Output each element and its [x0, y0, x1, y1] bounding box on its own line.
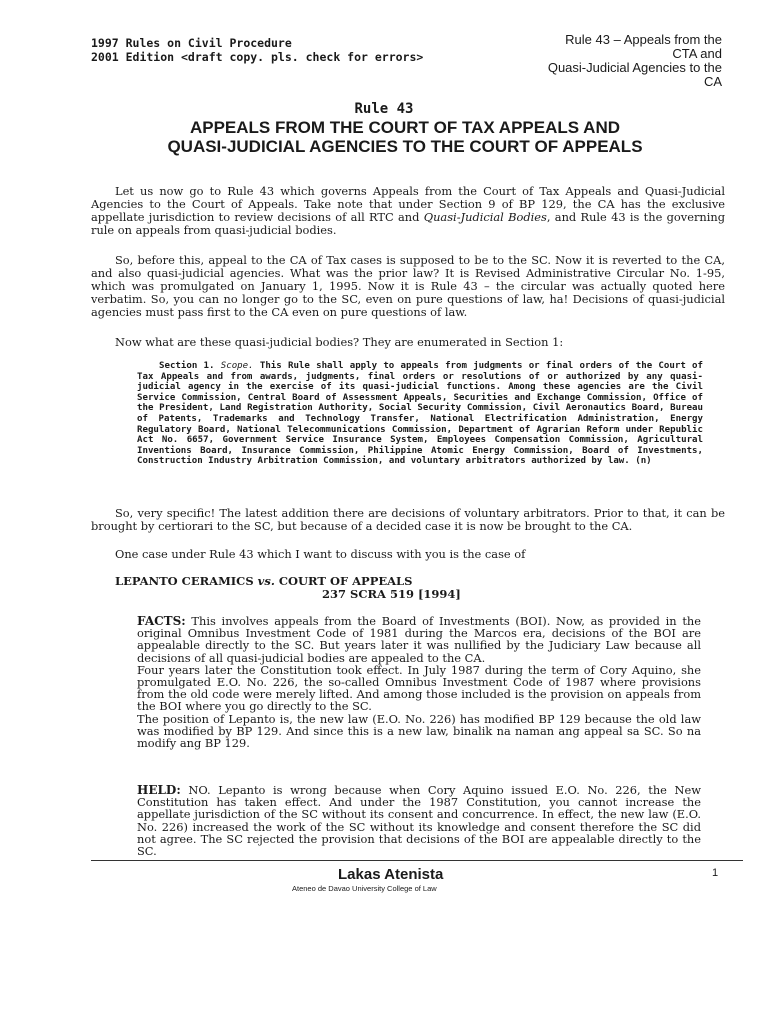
quote-text: This Rule shall apply to appeals from judgments or final orders of the Court of Tax Appeals and from awards, judgments, final orders or resolutions of or authorized by any quasi-judicial agency in the exercise of its quasi-judicial functions. Among these agencies are the Civil Service Commission, Central Board of Assessment Appeals, Securities and Exchange Commission, Office of the President, Land Registration Authority, Social Security Commission, Civil Aeronautics Board, Bureau of Patents, Trademarks and Technology Transfer, National Electrification Administration, Energy Regulatory Board, National Telecommunications Commission, Department of Agrarian Reform under Republic Act No. 6657, Government Service Insurance System, Employees Compensation Commission, Agricultural Inventions Board, Insurance Commission, Philippine Atomic Energy Commission, Board of Investments, Construction Industry Arbitration Commission, and voluntary arbitrators authorized by law. (n)	[137, 361, 703, 467]
footer-title: Lakas Atenista	[338, 866, 444, 883]
facts-para2: Four years later the Constitution took effect. In July 1987 during the term of Cory Aquino, she promulgated E.O. No. 226, the so-called Omnibus Investment Code of 1987 where provisions from the old code were merely lifted. And among those included is the provision on appeals from the BOI where you go directly to the SC.	[137, 662, 701, 714]
paragraph-enumeration: Now what are these quasi-judicial bodies? They are enumerated in Section 1:	[115, 335, 564, 349]
paragraph-intro	[91, 185, 725, 237]
header-right-line2: CTA and	[672, 46, 722, 61]
facts-label: FACTS:	[137, 614, 186, 628]
facts-para1	[137, 615, 701, 664]
header-left-line2: 2001 Edition <draft copy. pls. check for errors>	[91, 50, 424, 64]
para1-text-a: Let us now go to Rule 43 which governs Appeals from the Court of Tax Appeals and Quasi-Judicial Agencies to the Court of Appeals. Take note that under Section 9 of BP 129, the CA has the exclusive appellate jurisdiction to review decisions of all RTC and	[91, 184, 725, 225]
case-party2: COURT OF APPEALS	[274, 574, 413, 588]
facts-block	[137, 615, 701, 749]
paragraph-specific: So, very specific! The latest addition there are decisions of voluntary arbitrators. Prior to that, it can be brought by certiorari to the SC, but because of a decided case it is now be brought to the CA.	[91, 506, 725, 534]
header-right-line1: Rule 43 – Appeals from the	[565, 32, 722, 47]
rule-number: Rule 43	[354, 101, 414, 117]
para1-text-b: , and Rule 43 is the governing rule on appeals from quasi-judicial bodies.	[91, 210, 725, 238]
held-block	[137, 784, 701, 857]
case-title	[115, 574, 412, 588]
facts-text1: This involves appeals from the Board of Investments (BOI). Now, as provided in the original Omnibus Investment Code of 1981 during the Marcos era, decisions of the BOI are appealable directly to the SC. But years later it was nullified by the Judiciary Law because all decisions of all quasi-judicial bodies are appealed to the CA.	[137, 614, 701, 665]
quoted-section	[137, 361, 703, 467]
footer-divider	[91, 860, 743, 861]
title-line1: APPEALS FROM THE COURT OF TAX APPEALS AND	[189, 118, 621, 137]
title-line2: QUASI-JUDICIAL AGENCIES TO THE COURT OF APPEALS	[167, 137, 643, 156]
quote-scope-label: Scope.	[220, 361, 254, 371]
header-left-line1: 1997 Rules on Civil Procedure	[91, 36, 292, 50]
paragraph-prior-law: So, before this, appeal to the CA of Tax cases is supposed to be to the SC. Now it is reverted to the CA, and also quasi-judicial agencies. What was the prior law? It is Revised Administrative Circular No. 1-95, which was promulgated on January 1, 1995. Now it is Rule 43 – the circular was actually quoted here verbatim. So, you can no longer go to the SC, even on pure questions of law, ha! Decisions of quasi-judicial agencies must pass first to the CA even on pure questions of law.	[91, 253, 725, 320]
quote-section-label: Section 1.	[159, 361, 215, 371]
page-number: 1	[712, 867, 719, 879]
running-header-right	[492, 33, 722, 89]
page-title	[0, 118, 768, 156]
case-vs: vs.	[257, 574, 275, 588]
header-right-line4: CA	[703, 74, 722, 89]
running-header-left	[91, 36, 423, 64]
footer-subtitle: Ateneo de Davao University College of Law	[292, 884, 437, 893]
case-citation: 237 SCRA 519 [1994]	[322, 587, 461, 601]
held-text: NO. Lepanto is wrong because when Cory Aquino issued E.O. No. 226, the New Constitution has taken effect. And under the 1987 Constitution, you cannot increase the appellate jurisdiction of the SC without its consent and concurrence. In effect, the new law (E.O. No. 226) increased the work of the SC without its knowledge and consent therefore the SC did not agree. The SC rejected the provision that decisions of the BOI are appealable directly to the SC.	[137, 783, 701, 859]
paragraph-case-intro: One case under Rule 43 which I want to discuss with you is the case of	[115, 547, 526, 561]
case-party1: LEPANTO CERAMICS	[115, 574, 258, 588]
facts-para3: The position of Lepanto is, the new law (E.O. No. 226) has modified BP 129 because the old law was modified by BP 129. And since this is a new law, binalik na naman ang appeal sa SC. So na modify ang BP 129.	[137, 711, 701, 751]
para1-italic: Quasi-Judicial Bodies	[423, 210, 547, 225]
held-label: HELD:	[137, 783, 181, 797]
header-right-line3: Quasi-Judicial Agencies to the	[547, 60, 722, 75]
